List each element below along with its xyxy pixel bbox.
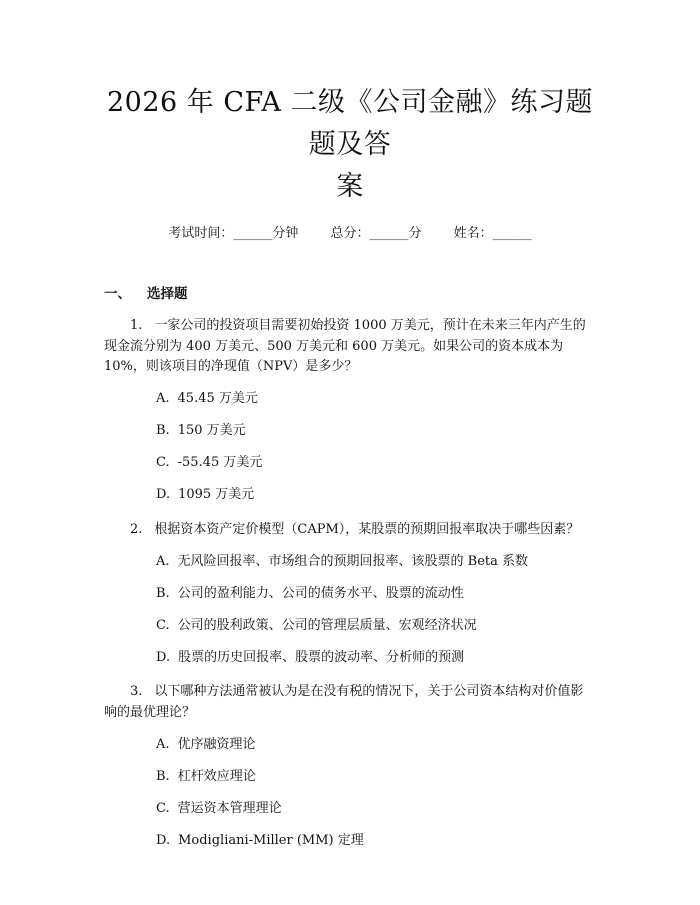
- option-item: [104, 453, 596, 474]
- section-number: 一、: [104, 286, 131, 302]
- option-text: 公司的盈利能力、公司的债务水平、股票的流动性: [177, 585, 464, 601]
- option-text: 1095 万美元: [178, 487, 255, 502]
- option-letter: C.: [156, 455, 170, 470]
- question-text: 根据资本资产定价模型（CAPM），某股票的预期回报率取决于哪些因素？: [154, 521, 580, 537]
- option-item: [104, 735, 596, 756]
- option-letter: A.: [156, 391, 170, 406]
- option-text: 股票的历史回报率、股票的波动率、分析师的预测: [178, 649, 465, 665]
- option-letter: C.: [156, 617, 170, 633]
- option-letter: A.: [156, 736, 170, 752]
- section-heading: [104, 284, 596, 304]
- option-text: 营运资本管理理论: [177, 800, 282, 816]
- option-text: 杠杆效应理论: [177, 768, 256, 784]
- option-text: 优序融资理论: [177, 736, 256, 752]
- question-text: 以下哪种方法通常被认为是在没有税的情况下，关于公司资本结构对价值影响的最优理论？: [104, 684, 584, 720]
- question-number: 1.: [130, 318, 143, 333]
- option-letter: D.: [156, 832, 171, 848]
- question-text: 一家公司的投资项目需要初始投资 1000 万美元，预计在未来三年内产生的现金流分别为 400 万美元、500 万美元和 600 万美元。如果公司的资本成本为 10%，则该项目的净现值（NPV）是多少？: [104, 318, 586, 374]
- question-1: [104, 316, 596, 506]
- title-line-2: 案: [336, 171, 364, 202]
- student-name-field: 姓名：______: [453, 226, 532, 241]
- exam-time-field: 考试时间：______分钟: [168, 226, 299, 241]
- option-letter: B.: [156, 585, 170, 601]
- document-title: [104, 0, 596, 208]
- option-text: 45.45 万美元: [177, 391, 258, 406]
- option-text: 150 万美元: [177, 423, 246, 438]
- option-text: -55.45 万美元: [177, 455, 263, 470]
- option-letter: D.: [156, 649, 171, 665]
- title-line-1: 2026 年 CFA 二级《公司金融》练习题题及答: [106, 87, 593, 160]
- question-number: 3.: [130, 684, 143, 699]
- question-3: [104, 682, 596, 851]
- option-letter: C.: [156, 800, 170, 816]
- question-number: 2.: [130, 521, 143, 537]
- option-item: [104, 767, 596, 788]
- option-item: [104, 389, 596, 410]
- option-list: [104, 552, 596, 669]
- option-text: Modigliani-Miller (MM) 定理: [178, 832, 364, 848]
- section-label: 选择题: [147, 286, 188, 302]
- exam-meta: [104, 224, 596, 244]
- option-text: 无风险回报率、市场组合的预期回报率、该股票的 Beta 系数: [177, 553, 529, 569]
- option-item: [104, 799, 596, 820]
- option-item: [104, 584, 596, 605]
- option-item: [104, 552, 596, 573]
- option-item: [104, 616, 596, 637]
- option-item: [104, 648, 596, 669]
- option-item: [104, 485, 596, 506]
- option-item: [104, 831, 596, 852]
- option-letter: B.: [156, 768, 170, 784]
- option-list: [104, 389, 596, 506]
- option-list: [104, 735, 596, 852]
- option-item: [104, 421, 596, 442]
- option-letter: D.: [156, 487, 171, 502]
- option-text: 公司的股利政策、公司的管理层质量、宏观经济状况: [177, 617, 477, 633]
- question-2: [104, 520, 596, 669]
- option-letter: A.: [156, 553, 170, 569]
- option-letter: B.: [156, 423, 170, 438]
- total-score-field: 总分：______分: [330, 226, 422, 241]
